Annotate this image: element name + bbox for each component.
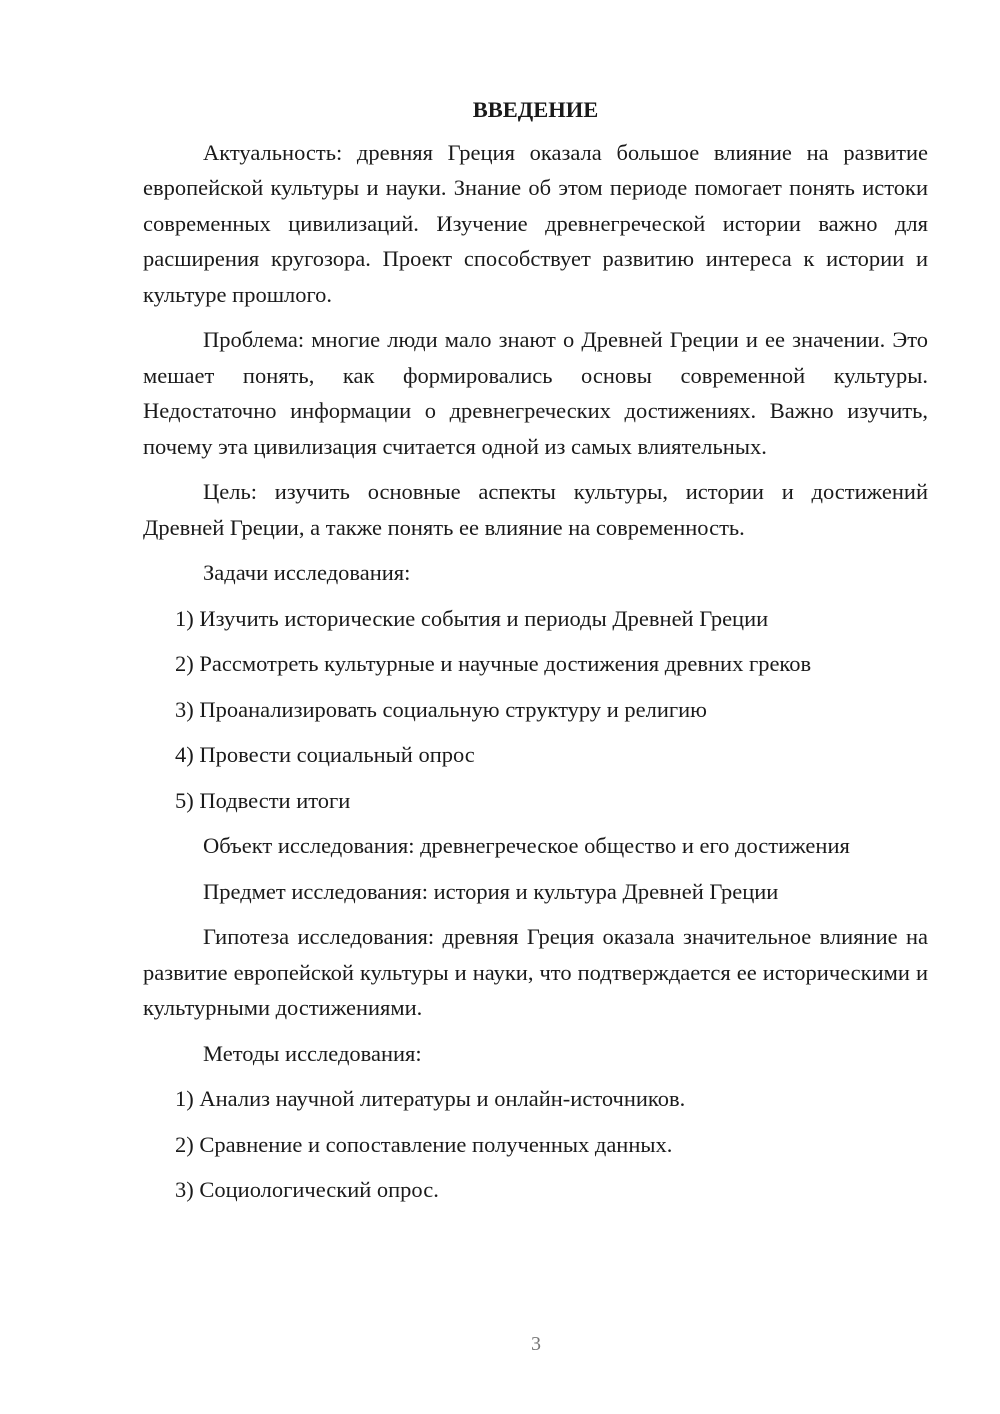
list-item: 2) Рассмотреть культурные и научные достижения древних греков <box>175 651 812 676</box>
list-item: 5) Подвести итоги <box>175 787 351 813</box>
list-item: 3) Социологический опрос. <box>175 1177 439 1202</box>
hypothesis-paragraph: Гипотеза исследования: древняя Греция оказала значительное влияние на развитие европейской культуры и науки, что подтверждается ее историческими и культурными достижениями. <box>143 924 928 1020</box>
goal-paragraph: Цель: изучить основные аспекты культуры, истории и достижений Древней Греции, а также понять ее влияние на современность. <box>143 479 928 540</box>
tasks-list <box>143 601 928 819</box>
methods-list <box>143 1081 928 1208</box>
page-title: ВВЕДЕНИЕ <box>472 97 599 122</box>
list-item: 3) Проанализировать социальную структуру и религию <box>175 696 707 722</box>
relevance-paragraph: Актуальность: древняя Греция оказала большое влияние на развитие европейской культуры и науки. Знание об этом периоде помогает понять истоки современных цивилизаций. Изучение древнегреческой истории важно для расширения кругозора. Проект способствует развитию интереса к истории и культуре прошлого. <box>143 139 928 307</box>
methods-heading: Методы исследования: <box>203 1040 422 1066</box>
document-page <box>143 92 928 1218</box>
research-subject: Предмет исследования: история и культура Древней Греции <box>203 878 779 904</box>
list-item: 4) Провести социальный опрос <box>175 742 475 767</box>
list-item: 1) Анализ научной литературы и онлайн-источников. <box>175 1086 686 1111</box>
list-item: 2) Сравнение и сопоставление полученных данных. <box>175 1131 673 1157</box>
research-object: Объект исследования: древнегреческое общество и его достижения <box>203 833 850 858</box>
tasks-heading: Задачи исследования: <box>203 560 411 585</box>
page-number: 3 <box>531 1333 541 1355</box>
list-item: 1) Изучить исторические события и периоды Древней Греции <box>175 605 769 631</box>
problem-paragraph: Проблема: многие люди мало знают о Древней Греции и ее значении. Это мешает понять, как формировались основы современной культуры. Недостаточно информации о древнегреческих достижениях. Важно изучить, почему эта цивилизация считается одной из самых влиятельных. <box>143 327 928 459</box>
